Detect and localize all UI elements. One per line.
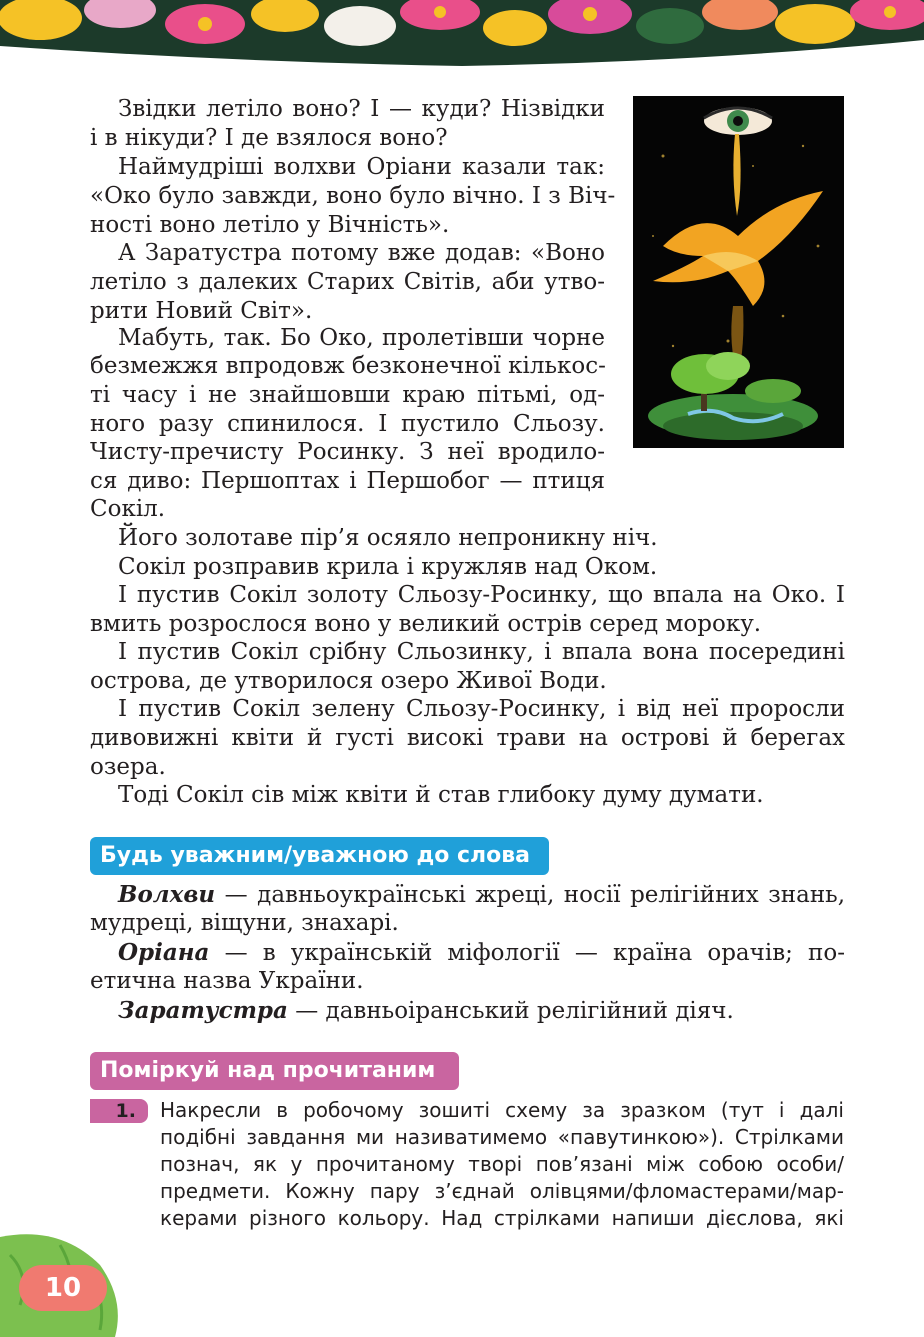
story-line: ся диво: Першоптах і Першобог — птиця bbox=[90, 468, 605, 494]
vocab-definition-cont: етична назва України. bbox=[90, 968, 364, 994]
story-line: Тоді Сокіл сів між квіти й став глибоку думу думати. bbox=[118, 782, 764, 808]
task-line: керами різного кольору. Над стрілками напиши дієслова, які bbox=[160, 1206, 844, 1230]
vocab-definition: — давньоіранський релігійний діяч. bbox=[287, 998, 734, 1024]
vocab-term: Заратустра bbox=[118, 997, 288, 1024]
vocab-entry bbox=[90, 996, 873, 1026]
eye-tear-falcon-island-illustration bbox=[633, 96, 844, 448]
story-line: дивовижні квіти й густі високі трави на острові й берегах bbox=[90, 725, 845, 751]
story-line: Мабуть, так. Бо Око, пролетівши чорне bbox=[118, 325, 605, 351]
story-line: Наймудріші волхви Оріани казали так: bbox=[118, 154, 605, 180]
reflect-section-header: Поміркуй над прочитаним bbox=[90, 1052, 459, 1090]
story-line: Його золотаве пір’я осяяло непроникну ніч. bbox=[118, 525, 658, 551]
story-line: «Око було завжди, воно було вічно. І з Віч- bbox=[90, 183, 616, 209]
story-line: ності воно летіло у Вічність». bbox=[90, 212, 450, 238]
task-line: подібні завдання ми називатимемо «павутинкою»). Стрілками bbox=[160, 1125, 844, 1149]
vocab-entry bbox=[90, 938, 845, 968]
task-number-badge: 1. bbox=[90, 1099, 148, 1123]
vocab-term: Волхви bbox=[118, 881, 216, 908]
story-line: І пустив Сокіл срібну Сльозинку, і впала вона посередині bbox=[118, 639, 845, 665]
vocab-section-header: Будь уважним/уважною до слова bbox=[90, 837, 549, 875]
story-line: Чисту-пречисту Росинку. З неї вродило- bbox=[90, 439, 605, 465]
task-line: познач, як у прочитаному творі пов’язані між собою особи/ bbox=[160, 1152, 844, 1176]
story-line: безмежжя впродовж безконечної кількос- bbox=[90, 353, 606, 379]
story-line: ті часу і не знайшовши краю пітьмі, од- bbox=[90, 382, 605, 408]
story-line: вмить розрослося воно у великий острів серед мороку. bbox=[90, 611, 762, 637]
story-line: А Заратустра потому вже додав: «Воно bbox=[118, 240, 605, 266]
story-line: І пустив Сокіл зелену Сльозу-Росинку, і від неї проросли bbox=[118, 696, 845, 722]
story-line: Звідки летіло воно? І — куди? Нізвідки bbox=[118, 96, 605, 122]
story-line: Сокіл. bbox=[90, 496, 166, 522]
story-line: озера. bbox=[90, 754, 166, 780]
vocab-definition: — в українській міфології — країна орачів; по- bbox=[209, 940, 845, 966]
vocab-entry bbox=[90, 880, 845, 910]
story-line: рити Новий Світ». bbox=[90, 298, 313, 324]
story-line: ного разу спинилося. І пустило Сльозу. bbox=[90, 411, 605, 437]
task-line: предмети. Кожну пару з’єднай олівцями/фломастерами/мар- bbox=[160, 1179, 844, 1203]
task-line: Накресли в робочому зошиті схему за зразком (тут і далі bbox=[160, 1098, 844, 1122]
vocab-term: Оріана bbox=[118, 939, 210, 966]
story-line: і в нікуди? І де взялося воно? bbox=[90, 125, 448, 151]
story-line: Сокіл розправив крила і кружляв над Оком. bbox=[118, 554, 658, 580]
story-line: летіло з далеких Старих Світів, аби утво- bbox=[90, 269, 605, 295]
story-line: острова, де утворилося озеро Живої Води. bbox=[90, 668, 607, 694]
floral-band-decoration bbox=[0, 0, 924, 70]
story-line: І пустив Сокіл золоту Сльозу-Росинку, що впала на Око. І bbox=[118, 582, 845, 608]
vocab-definition-cont: мудреці, віщуни, знахарі. bbox=[90, 910, 399, 936]
vocab-definition: — давньоукраїнські жреці, носії релігійних знань, bbox=[215, 882, 845, 908]
page-number: 10 bbox=[19, 1265, 107, 1311]
